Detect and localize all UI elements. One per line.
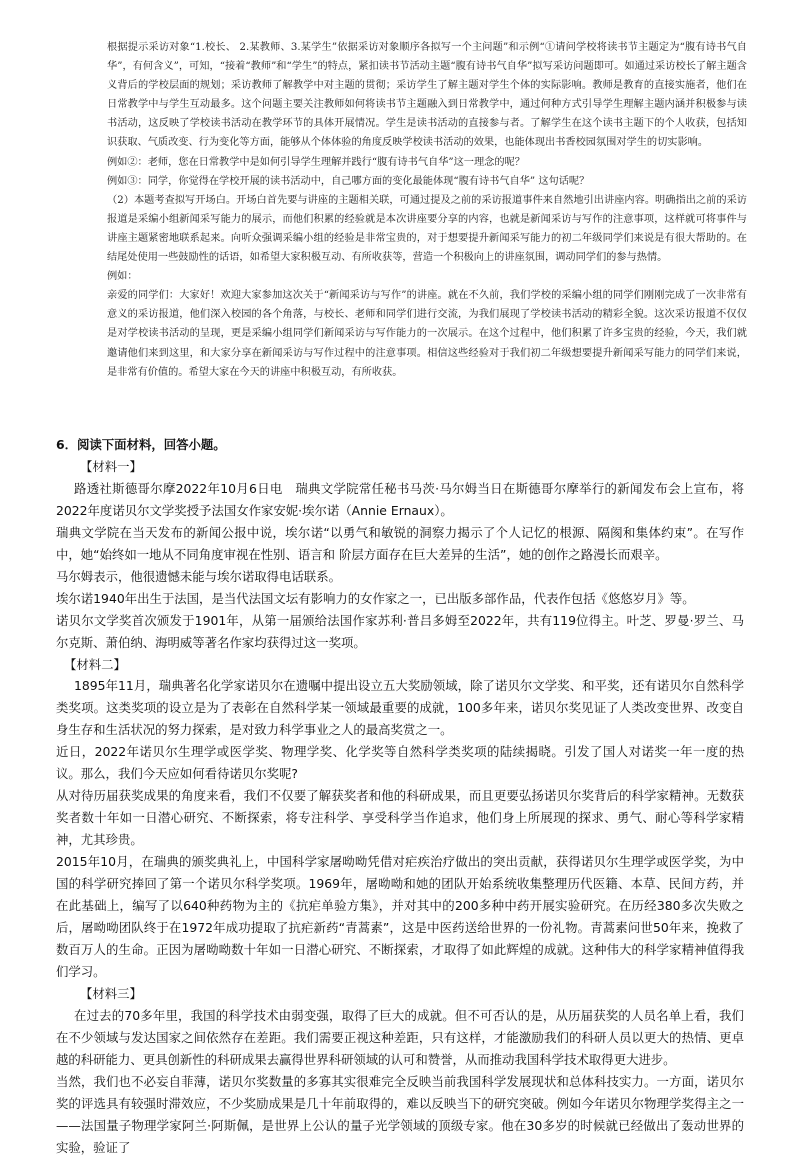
material-3-paragraph: 当然，我们也不必妄自菲薄，诺贝尔奖数量的多寡其实很难完全反映当前我国科学发展现状和总体科技实力。一方面，诺贝尔奖的评选具有较强时滞效应，不少奖励成果是几十年前取得的，难以反映当下的研究突破。例如今年诺贝尔物理学奖得主之一——法国量子物理学家阿兰·阿斯佩，是世界上公认的量子光学领域的顶级专家。他在30多岁的时候就已经做出了轰动世界的实验，验证了 [56, 1073, 744, 1155]
material-2-paragraph: 1895年11月，瑞典著名化学家诺贝尔在遗嘱中提出设立五大奖励领域，除了诺贝尔文学奖、和平奖，还有诺贝尔自然科学类奖项。这类奖项的设立是为了表彰在自然科学某一领域最重要的成就，100多年来，诺贝尔奖见证了人类改变世界、改变自身生存和生活状况的努力探索，是对致力科学事业之人的最高奖赏之一。 [56, 678, 744, 738]
material-1-paragraph: 瑞典文学院在当天发布的新闻公报中说，埃尔诺“以勇气和敏锐的洞察力揭示了个人记忆的根源、隔阂和集体约束”。在写作中，她“始终如一地从不同角度审视在性别、语言和 阶层方面存在巨大差异的生活”，她的创作之路漫长而艰辛。 [56, 524, 744, 562]
question-6-block [56, 434, 744, 1158]
material-3-paragraph: 在过去的70多年里，我国的科学技术由弱变强，取得了巨大的成就。但不可否认的是，从历届获奖的人员名单上看，我们在不少领域与发达国家之间依然存在差距。我们需要正视这种差距，只有这样，才能激励我们的科研人员以更大的热情、更卓越的科研能力、更具创新性的科研成果去赢得世界科研领域的认可和赞誉，从而推动我国科学技术取得更大进步。 [56, 1007, 744, 1067]
answer-paragraph: 例如： [107, 271, 138, 283]
material-1-label: 【材料一】 [80, 458, 142, 474]
material-2-paragraph: 2015年10月，在瑞典的颁奖典礼上，中国科学家屠呦呦凭借对疟疾治疗做出的突出贡献，获得诺贝尔生理学或医学奖，为中国的科学研究捧回了第一个诺贝尔科学奖项。1969年，屠呦呦和她的团队开始系统收集整理历代医籍、本草、民间方药，并在此基础上，编写了以640种药物为主的《抗疟单验方集》，并对其中的200多种中药开展实验研究。在历经380多次失败之后，屠呦呦团队终于在1972年成功提取了抗疟新药“青蒿素”，这是中医药送给世界的一份礼物。青蒿素问世50年来，挽救了数百万人的生命。正因为屠呦呦数十年如一日潜心研究、不断探索，才取得了如此辉煌的成就。这种伟大的科学家精神值得我们学习。 [56, 854, 744, 979]
question-heading: 6．阅读下面材料，回答小题。 [56, 437, 226, 452]
material-2-paragraph: 从对待历届获奖成果的角度来看，我们不仅要了解获奖者和他的科研成果，而且更要弘扬诺贝尔奖背后的科学家精神。无数获奖者数十年如一日潜心研究、不断探索，将专注科学、享受科学当作追求，他们身上所展现的探求、勇气、耐心等科学家精神，尤其珍贵。 [56, 788, 744, 848]
material-1-paragraph: 路透社斯德哥尔摩2022年10月6日电 瑞典文学院常任秘书马茨·马尔姆当日在斯德哥尔摩举行的新闻发布会上宣布，将2022年度诺贝尔文学奖授予法国女作家安妮·埃尔诺（Annie Ernaux）。 [56, 480, 744, 518]
answer-explanation-block [107, 38, 747, 382]
answer-paragraph: 亲爱的同学们：大家好！欢迎大家参加这次关于“新闻采访与写作”的讲座。就在不久前，我们学校的采编小组的同学们刚刚完成了一次非常有意义的采访报道，他们深入校园的各个角落，与校长、老师和同学们进行交流，为我们展现了学校读书活动的精彩全貌。这次采访报道不仅仅是对学校读书活动的呈现，更是采编小组同学们新闻采访与写作能力的一次展示。在这个过程中，他们积累了许多宝贵的经验，今天，我们就邀请他们来到这里，和大家分享在新闻采访与写作过程中的注意事项。相信这些经验对于我们初二年级想要提升新闻采写能力的同学们来说，是非常有价值的。希望大家在今天的讲座中积极互动，有所收获。 [107, 290, 747, 378]
material-1-paragraph: 诺贝尔文学奖首次颁发于1901年，从第一届颁给法国作家苏利·普吕多姆至2022年，共有119位得主。叶芝、罗曼·罗兰、马尔克斯、萧伯纳、海明威等著名作家均获得过这一奖项。 [56, 612, 744, 650]
material-1-paragraph: 马尔姆表示，他很遗憾未能与埃尔诺取得电话联系。 [56, 568, 341, 584]
answer-paragraph: 例如②：老师，您在日常教学中是如何引导学生理解并践行“腹有诗书气自华”这一理念的呢？ [107, 156, 525, 168]
material-1-paragraph: 埃尔诺1940年出生于法国，是当代法国文坛有影响力的女作家之一，已出版多部作品，代表作包括《悠悠岁月》等。 [56, 590, 695, 606]
material-3-label: 【材料三】 [80, 985, 142, 1001]
answer-paragraph: 根据提示采访对象“1.校长、 2.某教师、3.某学生”依据采访对象顺序各拟写一个主问题”和示例“①请问学校将读书节主题定为“腹有诗书气自华”，有何含义”，可知，“接着“教师”和“学生”的特点，紧扣读书节活动主题“腹有诗书气自华”拟写采访问题即可。如通过采访校长了解主题含义背后的学校层面的规划；采访教师了解教学中对主题的贯彻；采访学生了解主题对学生个体的实际影响。教师是教育的直接实施者，他们在日常教学中与学生互动最多。这个问题主要关注教师如何将读书节主题融入到日常教学中，通过何种方式引导学生理解主题内涵并积极参与读书活动，这反映了学校读书活动在教学环节的具体开展情况。学生是读书活动的直接参与者。了解学生在这个读书主题下的个人收获，包括知识获取、气质改变、行为变化等方面，能够从个体体验的角度反映学校读书活动的效果，也能体现出书香校园氛围对学生的切实影响。 [107, 42, 747, 149]
answer-paragraph: 例如③：同学，你觉得在学校开展的读书活动中，自己哪方面的变化最能体现“腹有诗书气自华” 这句话呢？ [107, 175, 590, 187]
material-2-label: 【材料二】 [64, 656, 126, 672]
answer-paragraph: （2）本题考查拟写开场白。开场白首先要与讲座的主题相关联，可通过提及之前的采访报道事件来自然地引出讲座内容。明确指出之前的采访报道是采编小组新闻采写能力的展示，而他们积累的经验就是本次讲座要分享的内容，也就是新闻采访与写作的注意事项，这样就可将事件与讲座主题紧密地联系起来。向听众强调采编小组的经验是非常宝贵的，对于想要提升新闻采写能力的初二年级同学们来说是有很大帮助的。在结尾处使用一些鼓励性的话语，如希望大家积极互动、有所收获等，营造一个积极向上的讲座氛围，调动同学们的参与热情。 [107, 194, 747, 264]
material-2-paragraph: 近日，2022年诺贝尔生理学或医学奖、物理学奖、化学奖等自然科学类奖项的陆续揭晓。引发了国人对诺奖一年一度的热议。那么，我们今天应如何看待诺贝尔奖呢? [56, 744, 744, 782]
